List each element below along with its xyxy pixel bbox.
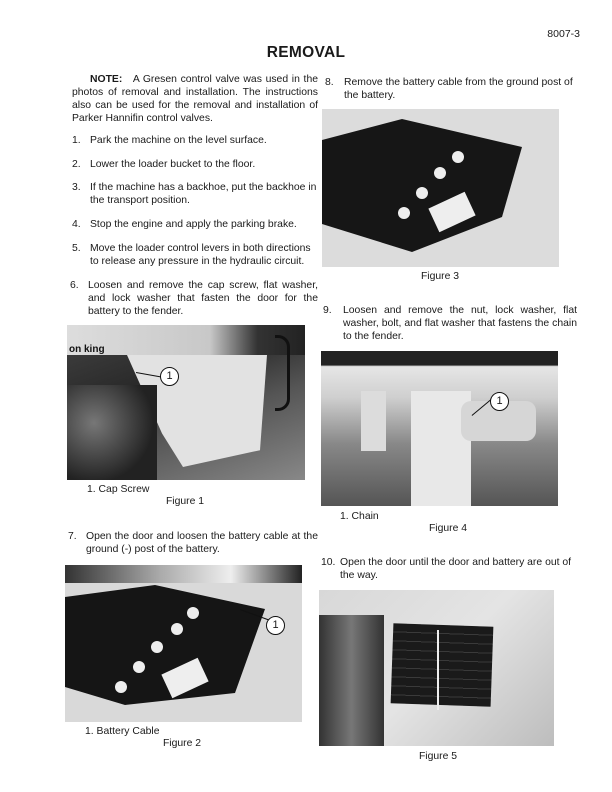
battery-post bbox=[133, 661, 145, 673]
battery-post bbox=[434, 167, 446, 179]
figure-2-caption: Figure 2 bbox=[162, 738, 202, 749]
figure-2-photo bbox=[65, 565, 302, 722]
note-label: NOTE: bbox=[90, 74, 123, 85]
figure-3-photo bbox=[322, 109, 559, 267]
battery-post bbox=[398, 207, 410, 219]
arrow-line bbox=[437, 630, 439, 710]
figure-5-photo bbox=[319, 590, 554, 746]
photo-top bbox=[65, 565, 302, 583]
figure-1-caption: Figure 1 bbox=[165, 496, 205, 507]
page-title: REMOVAL bbox=[266, 44, 346, 61]
step-1: 1. Park the machine on the level surface. bbox=[72, 135, 267, 146]
step-8: 8. Remove the battery cable from the ground post of the battery. bbox=[325, 77, 573, 101]
cable bbox=[275, 335, 290, 411]
battery-post bbox=[115, 681, 127, 693]
battery-post bbox=[416, 187, 428, 199]
figure-2-legend: 1. Battery Cable bbox=[85, 726, 160, 737]
step-4: 4. Stop the engine and apply the parking brake. bbox=[72, 219, 297, 230]
battery-post bbox=[187, 607, 199, 619]
note-paragraph bbox=[72, 73, 318, 125]
figure-1-legend: 1. Cap Screw bbox=[87, 484, 150, 495]
battery-post bbox=[452, 151, 464, 163]
figure-4-caption: Figure 4 bbox=[428, 523, 468, 534]
step-6: 6. Loosen and remove the cap screw, flat washer, and lock washer that fasten the door for the battery to the fender. bbox=[70, 280, 318, 317]
step-2: 2. Lower the loader bucket to the floor. bbox=[72, 159, 256, 170]
step-3: 3. If the machine has a backhoe, put the backhoe in the transport position. bbox=[72, 182, 317, 206]
figure-4-legend: 1. Chain bbox=[340, 511, 379, 522]
hydraulic-lines bbox=[319, 615, 384, 746]
callout-1: 1 bbox=[266, 616, 285, 635]
battery-post bbox=[151, 641, 163, 653]
step-5: 5. Move the loader control levers in both directions to release any pressure in the hydraulic circuit. bbox=[72, 243, 311, 267]
figure-5-caption: Figure 5 bbox=[418, 751, 458, 762]
figure-1-photo bbox=[67, 325, 305, 480]
figure-4-photo bbox=[321, 351, 558, 506]
battery-post bbox=[171, 623, 183, 635]
step-10: 10. Open the door until the door and battery are out of the way. bbox=[321, 557, 572, 581]
step-7: 7. Open the door and loosen the battery cable at the ground (-) post of the battery. bbox=[68, 531, 318, 555]
battery bbox=[391, 623, 494, 706]
tire bbox=[67, 385, 157, 480]
note-text: A Gresen control valve was used in the photos of removal and installation. The instructions also can be used for the removal and installation of Parker Hannifin control valves. bbox=[72, 74, 319, 124]
callout-1: 1 bbox=[160, 367, 179, 386]
step-9: 9. Loosen and remove the nut, lock washer, flat washer, bolt, and flat washer that fastens the chain to the fender. bbox=[323, 305, 577, 342]
photo-lettering: on king bbox=[69, 344, 105, 355]
bracket bbox=[361, 391, 386, 451]
callout-1: 1 bbox=[490, 392, 509, 411]
page-number: 8007-3 bbox=[547, 28, 580, 40]
figure-3-caption: Figure 3 bbox=[420, 271, 460, 282]
battery-box bbox=[65, 585, 265, 705]
